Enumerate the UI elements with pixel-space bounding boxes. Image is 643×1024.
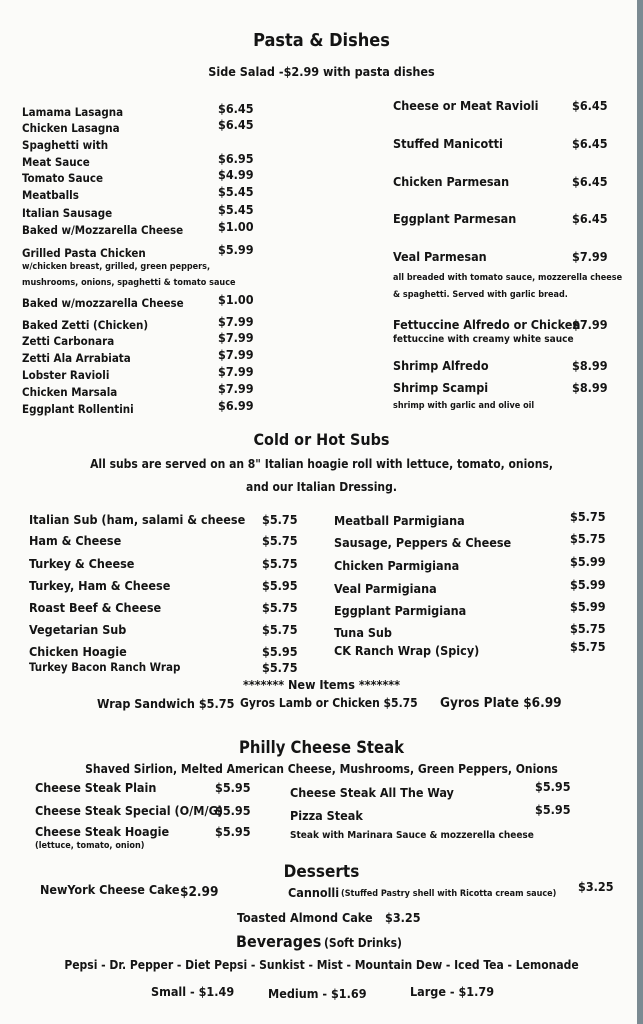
subs-left-item-price: $5.95 [262, 578, 298, 593]
philly-title: Philly Cheese Steak [239, 738, 404, 757]
pasta-right-item-name: Shrimp Scampi [393, 380, 489, 395]
pasta-right-item-price: $7.99 [572, 249, 608, 264]
wrap-sandwich: Wrap Sandwich $5.75 [97, 696, 235, 711]
gyros-lamb: Gyros Lamb or Chicken $5.75 [240, 696, 418, 710]
subs-right-item-price: $5.75 [570, 531, 606, 546]
pizza-steak-note: Steak with Marinara Sauce & mozzerella cheese [290, 830, 534, 841]
pasta-left-item-price: $7.99 [218, 364, 254, 379]
veal-note-2: & spaghetti. Served with garlic bread. [393, 290, 568, 300]
pasta-right-item-name: Chicken Parmesan [393, 174, 510, 189]
pasta-left-item-name: Chicken Marsala [22, 385, 118, 399]
fettuccine-note: fettuccine with creamy white sauce [393, 334, 574, 345]
pasta-title: Pasta & Dishes [253, 30, 390, 51]
pasta-right-item-name: Stuffed Manicotti [393, 136, 503, 151]
pasta-left-item-price: $1.00 [218, 292, 254, 307]
cheesecake-name: NewYork Cheese Cake [40, 882, 180, 897]
pasta-left-item-price: $6.95 [218, 151, 254, 166]
pasta-right-item-price: $6.45 [572, 174, 608, 189]
pasta-right-item-name: Veal Parmesan [393, 249, 487, 264]
pasta-right-item-price: $8.99 [572, 380, 608, 395]
pasta-left-item-name: Baked w/Mozzarella Cheese [22, 223, 184, 237]
pasta-left-item-price: $5.45 [218, 202, 254, 217]
beverages-title: Beverages [236, 932, 322, 951]
subs-title: Cold or Hot Subs [253, 430, 390, 449]
subs-desc-2: and our Italian Dressing. [246, 480, 397, 494]
beverages-list: Pepsi - Dr. Pepper - Diet Pepsi - Sunkist - Mist - Mountain Dew - Iced Tea - Lemonade [64, 958, 579, 972]
pasta-left-item-name: Zetti Ala Arrabiata [22, 351, 131, 365]
grilled-note-2: mushrooms, onions, spaghetti & tomato sauce [22, 278, 236, 288]
subs-right-item-price: $5.99 [570, 554, 606, 569]
pasta-left-item-name: Baked w/mozzarella Cheese [22, 296, 184, 310]
hoagie-note: (lettuce, tomato, onion) [35, 841, 145, 851]
subs-right-item-price: $5.75 [570, 639, 606, 654]
subs-right-item-name: Sausage, Peppers & Cheese [334, 535, 512, 550]
subs-left-item-name: Ham & Cheese [29, 533, 122, 548]
subs-right-item-name: Chicken Parmigiana [334, 558, 460, 573]
subs-left-item-price: $5.95 [262, 644, 298, 659]
pasta-right-item-name: Eggplant Parmesan [393, 211, 517, 226]
beverages-title-note: (Soft Drinks) [324, 936, 402, 950]
pasta-right-item-name: Cheese or Meat Ravioli [393, 98, 539, 113]
subs-left-item-price: $5.75 [262, 533, 298, 548]
subs-right-item-price: $5.99 [570, 577, 606, 592]
subs-right-item-name: Eggplant Parmigiana [334, 603, 467, 618]
pasta-right-item-name: Fettuccine Alfredo or Chicken [393, 317, 581, 332]
subs-left-item-price: $5.75 [262, 512, 298, 527]
medium-size: Medium - $1.69 [268, 986, 367, 1001]
pasta-right-item-name: Shrimp Alfredo [393, 358, 489, 373]
small-size: Small - $1.49 [151, 984, 235, 999]
pasta-left-item-name: Spaghetti with [22, 138, 109, 152]
side-salad-note: Side Salad -$2.99 with pasta dishes [208, 64, 435, 79]
subs-left-item-price: $5.75 [262, 622, 298, 637]
subs-left-item-price: $5.75 [262, 556, 298, 571]
philly-left-item-name: Cheese Steak Hoagie [35, 824, 170, 839]
pasta-left-item-name: Tomato Sauce [22, 171, 104, 185]
veal-note-1: all breaded with tomato sauce, mozzerella cheese [393, 273, 623, 283]
pasta-left-item-price: $7.99 [218, 347, 254, 362]
grilled-note-1: w/chicken breast, grilled, green peppers, [22, 262, 211, 272]
subs-left-item-name: Turkey Bacon Ranch Wrap [29, 660, 181, 674]
philly-desc: Shaved Sirlion, Melted American Cheese, Mushrooms, Green Peppers, Onions [85, 762, 558, 776]
cannolli-name: Cannolli [288, 885, 340, 900]
pasta-left-item-name: Meatballs [22, 188, 79, 202]
subs-left-item-price: $5.75 [262, 660, 298, 675]
pasta-left-item-price: $6.45 [218, 117, 254, 132]
almond-cake-price: $3.25 [385, 910, 421, 925]
subs-right-item-price: $5.75 [570, 509, 606, 524]
pasta-left-item-name: Lamama Lasagna [22, 105, 124, 119]
pasta-left-item-name: Chicken Lasagna [22, 121, 120, 135]
subs-desc-1: All subs are served on an 8" Italian hoagie roll with lettuce, tomato, onions, [90, 457, 553, 471]
desserts-title: Desserts [283, 862, 360, 882]
new-items-title: ******* New Items ******* [242, 677, 401, 692]
subs-right-item-name: CK Ranch Wrap (Spicy) [334, 643, 480, 658]
pasta-left-item-name: Baked Zetti (Chicken) [22, 318, 149, 332]
philly-right-item-name: Pizza Steak [290, 808, 363, 823]
almond-cake-name: Toasted Almond Cake [237, 910, 373, 925]
pasta-left-item-name: Italian Sausage [22, 206, 113, 220]
philly-left-item-price: $5.95 [215, 780, 251, 795]
pasta-right-item-price: $8.99 [572, 358, 608, 373]
pasta-right-item-price: $6.45 [572, 211, 608, 226]
cheesecake-price: $2.99 [180, 884, 219, 900]
pasta-left-item-price: $5.45 [218, 184, 254, 199]
scampi-note: shrimp with garlic and olive oil [393, 401, 535, 411]
pasta-left-item-name: Eggplant Rollentini [22, 402, 134, 416]
pasta-left-item-price: $7.99 [218, 381, 254, 396]
pasta-left-item-name: Lobster Ravioli [22, 368, 110, 382]
subs-right-item-price: $5.99 [570, 599, 606, 614]
pasta-left-item-price: $7.99 [218, 330, 254, 345]
pasta-left-item-name: Zetti Carbonara [22, 334, 115, 348]
gyros-plate: Gyros Plate $6.99 [440, 695, 562, 711]
pasta-left-item-price: $1.00 [218, 219, 254, 234]
subs-right-item-price: $5.75 [570, 621, 606, 636]
pasta-right-item-price: $6.45 [572, 98, 608, 113]
philly-left-item-name: Cheese Steak Plain [35, 780, 157, 795]
pasta-right-item-price: $7.99 [572, 317, 608, 332]
cannolli-price: $3.25 [578, 879, 614, 894]
subs-right-item-name: Veal Parmigiana [334, 581, 437, 596]
pasta-left-item-name: Grilled Pasta Chicken [22, 246, 146, 260]
pasta-right-item-price: $6.45 [572, 136, 608, 151]
subs-left-item-name: Vegetarian Sub [29, 622, 127, 637]
subs-left-item-price: $5.75 [262, 600, 298, 615]
subs-right-item-name: Tuna Sub [334, 625, 392, 640]
pasta-left-item-price: $6.45 [218, 101, 254, 116]
subs-left-item-name: Turkey & Cheese [29, 556, 135, 571]
subs-left-item-name: Roast Beef & Cheese [29, 600, 162, 615]
pasta-left-item-price: $6.99 [218, 398, 254, 413]
cannolli-note: (Stuffed Pastry shell with Ricotta cream sauce) [341, 889, 557, 899]
philly-right-item-name: Cheese Steak All The Way [290, 785, 454, 800]
philly-right-item-price: $5.95 [535, 802, 571, 817]
subs-right-item-name: Meatball Parmigiana [334, 513, 465, 528]
philly-left-item-price: $5.95 [215, 824, 251, 839]
philly-left-item-name: Cheese Steak Special (O/M/G) [35, 803, 223, 818]
pasta-left-item-name: Meat Sauce [22, 155, 90, 169]
pasta-left-item-price: $4.99 [218, 167, 254, 182]
large-size: Large - $1.79 [410, 984, 495, 999]
subs-left-item-name: Italian Sub (ham, salami & cheese [29, 512, 246, 527]
pasta-left-item-price: $7.99 [218, 314, 254, 329]
subs-left-item-name: Turkey, Ham & Cheese [29, 578, 171, 593]
philly-right-item-price: $5.95 [535, 779, 571, 794]
subs-left-item-name: Chicken Hoagie [29, 644, 127, 659]
philly-left-item-price: $5.95 [215, 803, 251, 818]
pasta-left-item-price: $5.99 [218, 242, 254, 257]
